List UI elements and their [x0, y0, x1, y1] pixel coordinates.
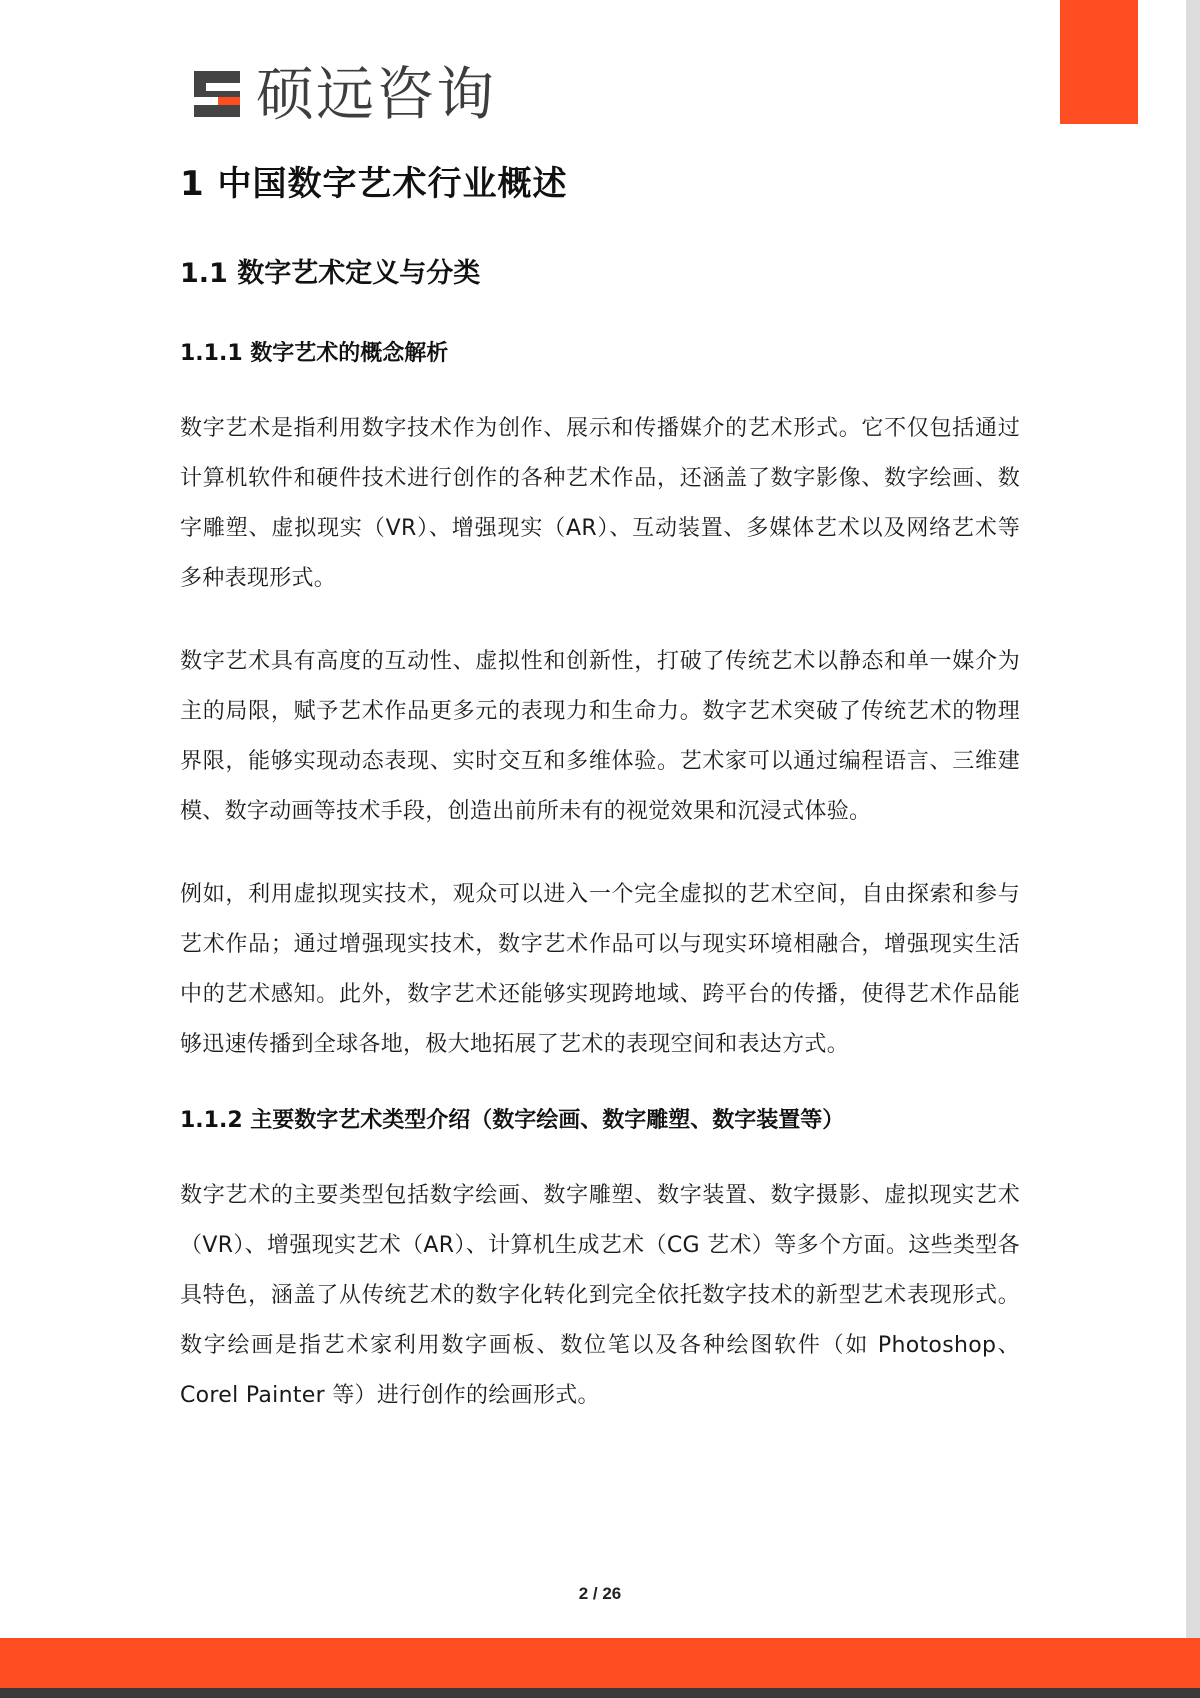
paragraph: 数字艺术是指利用数字技术作为创作、展示和传播媒介的艺术形式。它不仅包括通过计算机软件和硬件技术进行创作的各种艺术作品，还涵盖了数字影像、数字绘画、数字雕塑、虚拟现实（VR）、增强现实（AR）、互动装置、多媒体艺术以及网络艺术等多种表现形式。 — [180, 416, 1020, 591]
footer-dark-strip — [0, 1688, 1200, 1698]
document-body — [180, 160, 1020, 1421]
brand-name: 硕远咨询 — [256, 60, 497, 128]
brand-mark-icon — [190, 67, 244, 121]
subsection-heading-concept: 1.1.1 数字艺术的概念解析 — [180, 341, 449, 366]
paragraph: 数字艺术的主要类型包括数字绘画、数字雕塑、数字装置、数字摄影、虚拟现实艺术（VR）、增强现实艺术（AR）、计算机生成艺术（CG 艺术）等多个方面。这些类型各具特色，涵盖了从传统艺术的数字化转化到完全依托数字技术的新型艺术表现形式。数字绘画是指艺术家利用数字画板、数位笔以及各种绘图软件（如 Photoshop、Corel Painter 等）进行创作的绘画形式。 — [180, 1183, 1020, 1408]
paragraph: 数字艺术具有高度的互动性、虚拟性和创新性，打破了传统艺术以静态和单一媒介为主的局限，赋予艺术作品更多元的表现力和生命力。数字艺术突破了传统艺术的物理界限，能够实现动态表现、实时交互和多维体验。艺术家可以通过编程语言、三维建模、数字动画等技术手段，创造出前所未有的视觉效果和沉浸式体验。 — [180, 649, 1020, 824]
page-number: 2 / 26 — [578, 1584, 622, 1603]
page-edge-strip — [1186, 0, 1200, 1698]
brand-logo — [190, 62, 496, 126]
paragraph: 例如，利用虚拟现实技术，观众可以进入一个完全虚拟的艺术空间，自由探索和参与艺术作品；通过增强现实技术，数字艺术作品可以与现实环境相融合，增强现实生活中的艺术感知。此外，数字艺术还能够实现跨地域、跨平台的传播，使得艺术作品能够迅速传播到全球各地，极大地拓展了艺术的表现空间和表达方式。 — [180, 882, 1020, 1057]
section-heading: 1.1 数字艺术定义与分类 — [180, 258, 481, 289]
chapter-heading: 1 中国数字艺术行业概述 — [180, 164, 568, 204]
corner-accent-tab — [1060, 0, 1138, 124]
subsection-heading-types: 1.1.2 主要数字艺术类型介绍（数字绘画、数字雕塑、数字装置等） — [180, 1108, 845, 1133]
footer-accent-bar — [0, 1638, 1200, 1688]
